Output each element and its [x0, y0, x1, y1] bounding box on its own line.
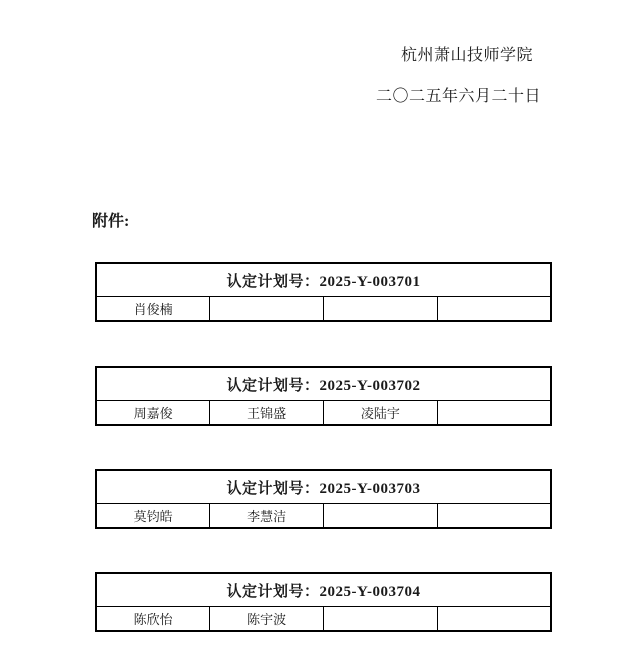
names-row [96, 401, 551, 426]
plan-number-header: 认定计划号：2025-Y-003702 [96, 367, 551, 401]
plan-header-row [96, 470, 551, 504]
name-cell: 陈宇波 [210, 607, 324, 632]
plan-table-003704 [95, 572, 552, 632]
name-cell [324, 297, 438, 322]
name-cell: 周嘉俊 [96, 401, 210, 426]
name-cell: 凌陆宇 [324, 401, 438, 426]
plan-number-header: 认定计划号：2025-Y-003701 [96, 263, 551, 297]
plan-header-row [96, 367, 551, 401]
plan-table-003702 [95, 366, 552, 426]
names-row [96, 297, 551, 322]
name-cell [324, 504, 438, 529]
plan-number-header: 认定计划号：2025-Y-003704 [96, 573, 551, 607]
name-cell: 莫钧皓 [96, 504, 210, 529]
attachment-label: 附件: [92, 213, 130, 230]
name-cell: 李慧洁 [210, 504, 324, 529]
name-cell [324, 607, 438, 632]
plan-table-003701 [95, 262, 552, 322]
names-row [96, 504, 551, 529]
plan-header-row [96, 573, 551, 607]
document-date: 二〇二五年六月二十日 [376, 88, 542, 105]
name-cell [437, 607, 551, 632]
plan-header-row [96, 263, 551, 297]
name-cell: 肖俊楠 [96, 297, 210, 322]
name-cell: 王锦盛 [210, 401, 324, 426]
name-cell: 陈欣怡 [96, 607, 210, 632]
name-cell [437, 401, 551, 426]
plan-number-header: 认定计划号：2025-Y-003703 [96, 470, 551, 504]
plan-table-003703 [95, 469, 552, 529]
name-cell [437, 504, 551, 529]
names-row [96, 607, 551, 632]
name-cell [210, 297, 324, 322]
issuer-name: 杭州萧山技师学院 [401, 47, 534, 64]
name-cell [437, 297, 551, 322]
